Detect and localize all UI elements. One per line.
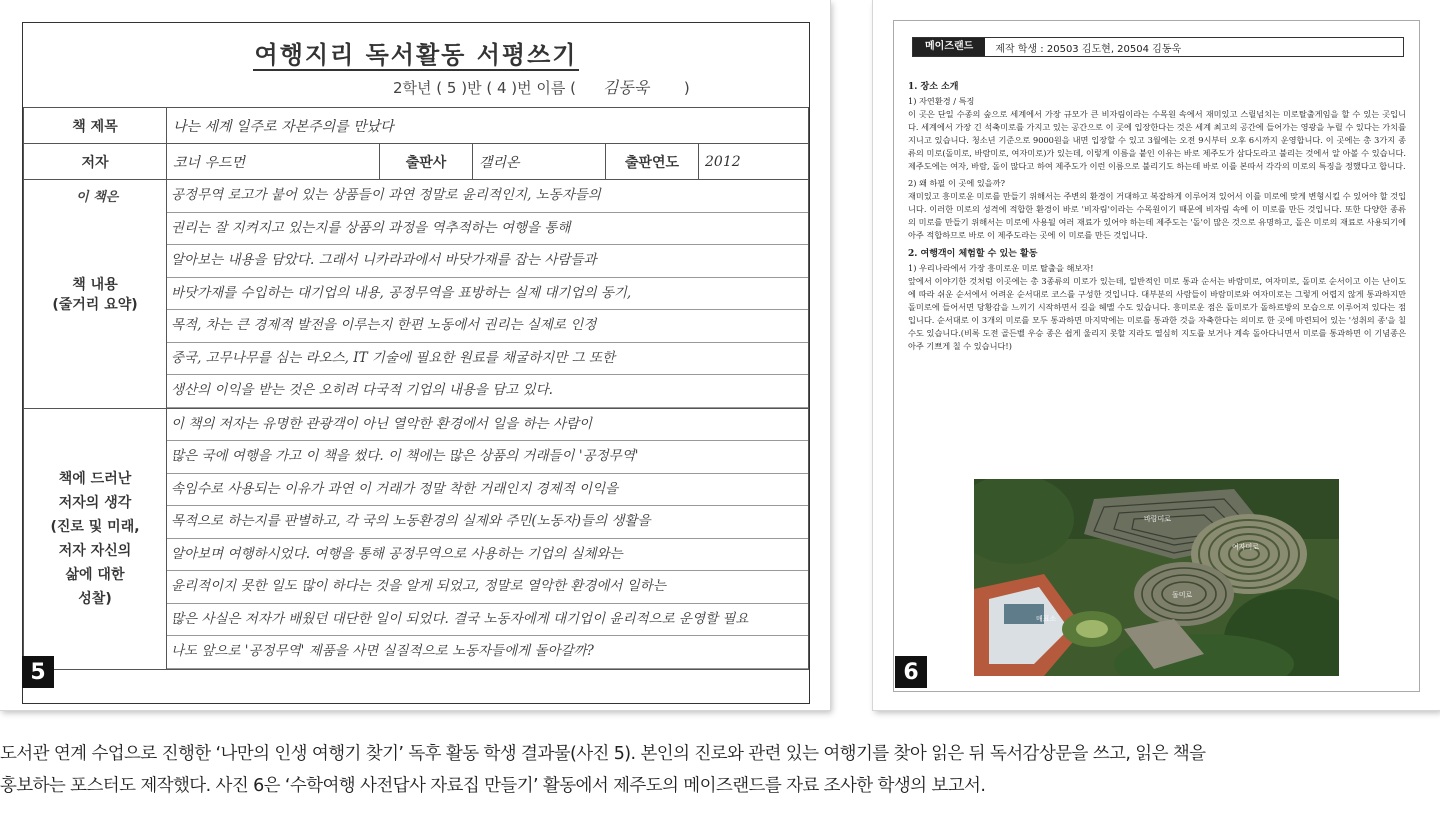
content-label-1: 책 내용 <box>72 276 118 293</box>
report-header <box>912 37 1404 57</box>
thought-label-1: 책에 드러난 <box>58 470 132 487</box>
review-table <box>23 107 809 670</box>
report-tag: 메이즈랜드 <box>913 38 985 56</box>
section2-sub1: 1) 우리나라에서 가장 흥미로운 미로 탈출을 해보자! <box>908 263 1094 273</box>
photo-label-stone: 돌미로 <box>1172 591 1193 599</box>
thought-label-6: 성찰) <box>78 590 112 607</box>
caption-line-2: 홍보하는 포스터도 제작했다. 사진 6은 ‘수학여행 사전답사 자료집 만들기’ 활동에서 제주도의 메이즈랜드를 자료 조사한 학생의 보고서. <box>0 776 986 796</box>
photo-label-ticket: 매표소 <box>1036 615 1057 623</box>
handwritten-line: 이 책의 저자는 유명한 관광객이 아닌 열악한 환경에서 일을 하는 사람이 <box>167 409 808 442</box>
handwritten-line: 윤리적이지 못한 일도 많이 하다는 것을 알게 되었고, 정말로 열악한 환경에서 일하는 <box>167 571 808 604</box>
photo-number-badge: 6 <box>895 656 927 688</box>
report-body <box>908 79 1406 357</box>
thought-cell <box>167 408 809 669</box>
student-info: 2학년 ( 5 )반 ( 4 )번 이름 ( 김동욱 ) <box>393 78 690 97</box>
review-sheet-photo <box>0 0 830 710</box>
handwritten-line: 목적, 차는 큰 경제적 발전을 이루는지 한편 노동에서 권리는 실제로 인정 <box>167 310 808 343</box>
handwritten-line: 생산의 이익을 받는 것은 오히려 다국적 기업의 내용을 담고 있다. <box>167 375 808 408</box>
handwritten-line: 많은 국에 여행을 가고 이 책을 썼다. 이 책에는 많은 상품의 거래들이 '공정무역' <box>167 441 808 474</box>
value-author: 코너 우드먼 <box>167 144 380 180</box>
value-year: 2012 <box>699 144 809 180</box>
section1-paragraph1: 이 곳은 단일 수종의 숲으로 세계에서 가장 규모가 큰 비자림이라는 수목원 속에서 재미있고 스릴넘치는 미로탈출게임을 할 수 있는 곳입니다. 세계에서 가장 긴 석축미로를 가지고 있는 공간으로 이 곳에 입장한다는 것은 세계 최고의 공간에 들어가는 영광을 누릴 수 있다는 가치를 지니고 있습니다. 청소년 기준으로 9000원을 내면 입장할 수 있고 3월에는 오전 9시부터 오후 6시까지 운영합니다. 이 곳에는 총 3가지 종류의 미로(돌미로, 바람미로, 여자미로)가 있는데, 이렇게 이름을 붙인 이유는 바로 제주도가 삼다도라고 불리는 것에서 알 아볼 수 있습니다. 제주도에는 여자, 바람, 돌이 많다고 하여 제주도가 이런 이름으로 불리기도 하는데 바로 이를 본따서 각각의 미로의 특징을 정했다고 합니다. <box>908 109 1406 171</box>
section1-paragraph2: 재미있고 흥미로운 미로를 만들기 위해서는 주변의 환경이 거대하고 복잡하게 이루어져 있어서 이를 미로에 맞게 변형시킬 수 있어야 할 것입니다. 이러한 미로의 성격에 적합한 환경이 바로 '비자림'이라는 수목원이기 때문에 비자림 속에 이 미로를 만든 것입니다. 또한 다양한 종류의 미로를 만들기 위해서는 미로에 사용될 여러 재료가 있어야 하는데 제주도는 '돌'이 많은 것으로 유명하고, 돌은 미로의 재료로 사용되기에 아주 적합하므로 바로 이 제주도라는 곳에 이 미로를 만든 것입니다. <box>908 191 1406 240</box>
value-book-title: 나는 세계 일주로 자본주의를 만났다 <box>167 108 809 144</box>
sheet-title: 여행지리 독서활동 서평쓰기 <box>254 41 578 69</box>
section2-paragraph1: 앞에서 이야기한 것처럼 이곳에는 총 3종류의 미로가 있는데, 일반적인 미로 통과 순서는 바람미로, 여자미로, 돌미로 순서이고 이는 난이도에 따라 쉬운 순서에서 어려운 순서대로 코스를 구성한 것입니다. 대부분의 사람들이 바람미로와 여자미로는 그렇게 어렵지 않게 통과하지만 돌미로에 들어서면 당황감을 느끼기 시작하면서 길을 헤맬 수도 있습니다. 흥미로운 점은 돌미로가 돌하르방의 모습으로 이루어져 있다는 점입니다. 순서대로 이 3개의 미로를 모두 통과하면 마지막에는 미로를 통과한 것을 자축한다는 의미로 한 곳에 마련되어 있는 '성취의 종'을 칠 수도 있습니다.(비록 도전 골든벨 우승 종은 쉽게 울리지 못할 지라도 열심히 지도를 보거나 계속 돌아다니면서 미로를 통과하면 이 기념종은 아주 기쁘게 칠 수 있습니다!) <box>908 276 1406 351</box>
content-lines <box>167 180 808 408</box>
section1-title: 1. 장소 소개 <box>908 82 959 92</box>
handwritten-line: 알아보며 여행하시었다. 여행을 통해 공정무역으로 사용하는 기업의 실체와는 <box>167 539 808 572</box>
content-label-2: (줄거리 요약) <box>52 296 138 313</box>
label-book-title: 책 제목 <box>24 108 167 144</box>
photo-label-woman: 여자미로 <box>1232 543 1260 551</box>
content-cell <box>167 180 809 409</box>
thought-label-5: 삶에 대한 <box>65 566 125 583</box>
label-year: 출판연도 <box>606 144 699 180</box>
report-document <box>893 20 1420 692</box>
photo-label-wind: 바람미로 <box>1144 515 1172 523</box>
label-publisher: 출판사 <box>380 144 473 180</box>
thought-label-3: (진로 및 미래, <box>50 518 140 535</box>
maze-aerial-photo <box>974 479 1339 676</box>
student-name: 김동욱 <box>602 78 650 97</box>
content-side-note: 이 책은 <box>76 190 119 205</box>
handwritten-line: 속임수로 사용되는 이유가 과연 이 거래가 정말 착한 거래인지 경제적 이익을 <box>167 474 808 507</box>
handwritten-line: 바닷가재를 수입하는 대기업의 내용, 공정무역을 표방하는 실제 대기업의 동기, <box>167 278 808 311</box>
handwritten-line: 알아보는 내용을 담았다. 그래서 니카라과에서 바닷가재를 잡는 사람들과 <box>167 245 808 278</box>
handwritten-line: 권리는 잘 지켜지고 있는지를 상품의 과정을 역추적하는 여행을 통해 <box>167 213 808 246</box>
handwritten-line: 나도 앞으로 '공정무역' 제품을 사면 실질적으로 노동자들에게 돌아갈까? <box>167 636 808 669</box>
value-publisher: 갤리온 <box>473 144 606 180</box>
handwritten-line: 많은 사실은 저자가 배웠던 대단한 일이 되었다. 결국 노동자에게 대기업이 윤리적으로 운영할 필요 <box>167 604 808 637</box>
thought-lines <box>167 409 808 669</box>
thought-label-2: 저자의 생각 <box>58 494 132 511</box>
section1-sub2: 2) 왜 하필 이 곳에 있을까? <box>908 178 1005 188</box>
report-meta: 제작 학생 : 20503 김도현, 20504 김동욱 <box>995 43 1182 55</box>
thought-label-4: 저자 자신의 <box>58 542 132 559</box>
label-author: 저자 <box>24 144 167 180</box>
caption-line-1: 도서관 연계 수업으로 진행한 ‘나만의 인생 여행기 찾기’ 독후 활동 학생 결과물(사진 5). 본인의 진로와 관련 있는 여행기를 찾아 읽은 뒤 독서감상문을 쓰고, 읽은 책을 <box>0 744 1206 764</box>
handwritten-line: 목적으로 하는지를 판별하고, 각 국의 노동환경의 실제와 주민(노동자)들의 생활을 <box>167 506 808 539</box>
report-photo <box>873 0 1440 710</box>
label-content <box>24 180 167 409</box>
review-sheet <box>22 22 810 704</box>
label-author-thought <box>24 408 167 669</box>
maze-aerial-image <box>974 479 1339 676</box>
photo-number-badge: 5 <box>22 656 54 688</box>
handwritten-line: 공정무역 로고가 붙어 있는 상품들이 과연 정말로 윤리적인지, 노동자들의 <box>167 180 808 213</box>
handwritten-line: 중국, 고무나무를 심는 라오스, IT 기술에 필요한 원료를 채굴하지만 그 또한 <box>167 343 808 376</box>
photo-caption <box>0 738 1440 802</box>
section2-title: 2. 여행객이 체험할 수 있는 활동 <box>908 249 1038 259</box>
section1-sub1: 1) 자연환경 / 특징 <box>908 96 975 106</box>
